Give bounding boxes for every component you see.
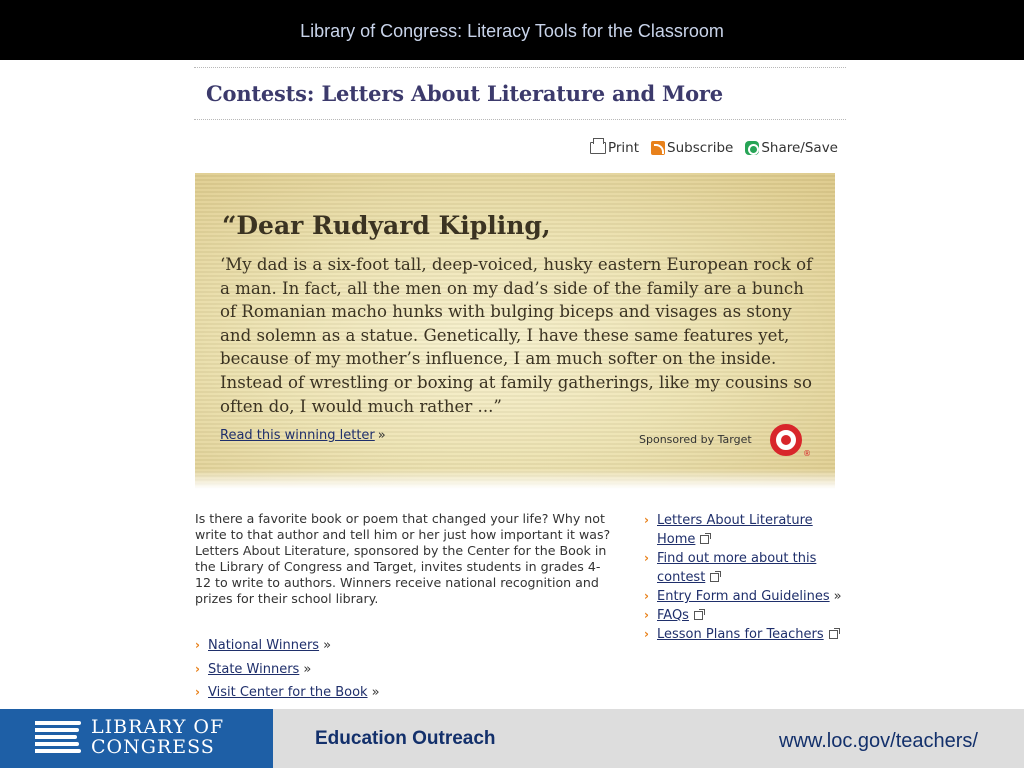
chevron-right-icon: › — [195, 685, 200, 699]
slide-footer — [0, 709, 1024, 768]
visit-center-for-the-book-link[interactable]: Visit Center for the Book — [208, 685, 368, 700]
list-item — [195, 658, 380, 682]
list-item — [644, 606, 844, 625]
more-arrow-icon: » — [833, 589, 842, 604]
education-outreach-label: Education Outreach — [315, 728, 496, 749]
list-item — [644, 625, 844, 644]
chevron-right-icon: › — [644, 589, 649, 603]
read-winning-letter-link[interactable] — [220, 428, 386, 443]
quote-body: ‘My dad is a six-foot tall, deep-voiced, husky eastern European rock of a man. In fact, all the men on my dad’s side of the family are a bunch of Romanian macho hunks with bulging biceps and visages as stony and solemn as a statue. Genetically, I have these same features yet, because of my mother’s influence, I am much softer on the inside. Instead of wrestling or boxing at family gatherings, like my cousins so often do, I would much rather ...” — [220, 255, 813, 416]
featured-letter-banner — [195, 173, 835, 491]
subscribe-label: Subscribe — [667, 140, 734, 156]
chevron-right-icon: › — [644, 608, 649, 622]
chevron-right-icon: › — [644, 627, 649, 641]
state-winners-link[interactable]: State Winners — [208, 661, 300, 677]
read-link-label: Read this winning letter — [220, 428, 375, 443]
print-label: Print — [607, 140, 640, 156]
target-logo-icon — [770, 424, 802, 456]
logo-line-2: CONGRESS — [91, 736, 215, 758]
book-logo-icon — [35, 721, 81, 757]
logo-line-1: LIBRARY OF — [91, 716, 225, 738]
lesson-plans-link[interactable]: Lesson Plans for Teachers — [657, 627, 824, 642]
list-item — [195, 634, 380, 658]
share-label: Share/Save — [761, 140, 838, 156]
quote-title: “Dear Rudyard Kipling, — [222, 211, 551, 240]
dotted-divider — [194, 67, 846, 68]
faqs-link[interactable]: FAQs — [657, 608, 689, 623]
share-icon — [745, 141, 759, 155]
list-item — [644, 549, 844, 587]
national-winners-link[interactable]: National Winners — [208, 638, 320, 653]
external-link-icon — [710, 573, 719, 582]
more-arrow-icon: » — [323, 638, 332, 653]
teachers-url: www.loc.gov/teachers/ — [779, 730, 978, 752]
external-link-icon — [694, 611, 703, 620]
right-link-list — [644, 511, 844, 644]
dotted-divider — [194, 119, 846, 120]
chevron-right-icon: › — [195, 638, 200, 652]
chevron-right-icon: › — [195, 661, 200, 676]
library-of-congress-logo — [0, 709, 273, 768]
registered-mark: ® — [803, 449, 811, 458]
find-out-more-link[interactable]: Find out more about this contest — [657, 551, 817, 585]
subscribe-button[interactable] — [651, 140, 733, 156]
entry-form-link[interactable]: Entry Form and Guidelines — [657, 589, 830, 604]
external-link-icon — [829, 630, 838, 639]
list-item — [644, 511, 844, 549]
external-link-icon — [700, 535, 709, 544]
page-heading: Contests: Letters About Literature and More — [206, 81, 723, 106]
letters-about-literature-home-link[interactable]: Letters About Literature Home — [657, 513, 813, 547]
more-arrow-icon: » — [377, 428, 386, 443]
webpage-screenshot — [186, 62, 846, 708]
chevron-right-icon: › — [644, 551, 649, 565]
print-icon — [590, 142, 606, 154]
contest-description: Is there a favorite book or poem that changed your life? Why not write to that author and tell him or her just how important it was? Letters About Literature, sponsored by the Center for the Book in the Library of Congress and Target, invites students in grades 4-12 to write to authors. Winners receive national recognition and prizes for their school library. — [195, 511, 611, 606]
list-item — [195, 681, 380, 705]
chevron-right-icon: › — [644, 513, 649, 527]
left-link-list — [195, 634, 380, 705]
torn-edge — [195, 469, 835, 491]
more-arrow-icon: » — [303, 661, 312, 677]
sponsor-text: Sponsored by Target — [639, 433, 752, 446]
logo-text — [91, 717, 224, 757]
list-item — [644, 587, 844, 606]
rss-icon — [651, 141, 665, 155]
print-button[interactable] — [590, 140, 639, 156]
more-arrow-icon: » — [371, 685, 380, 700]
share-save-button[interactable] — [745, 140, 838, 156]
slide-title: Library of Congress: Literacy Tools for the Classroom — [0, 0, 1024, 60]
page-tools — [590, 140, 838, 156]
